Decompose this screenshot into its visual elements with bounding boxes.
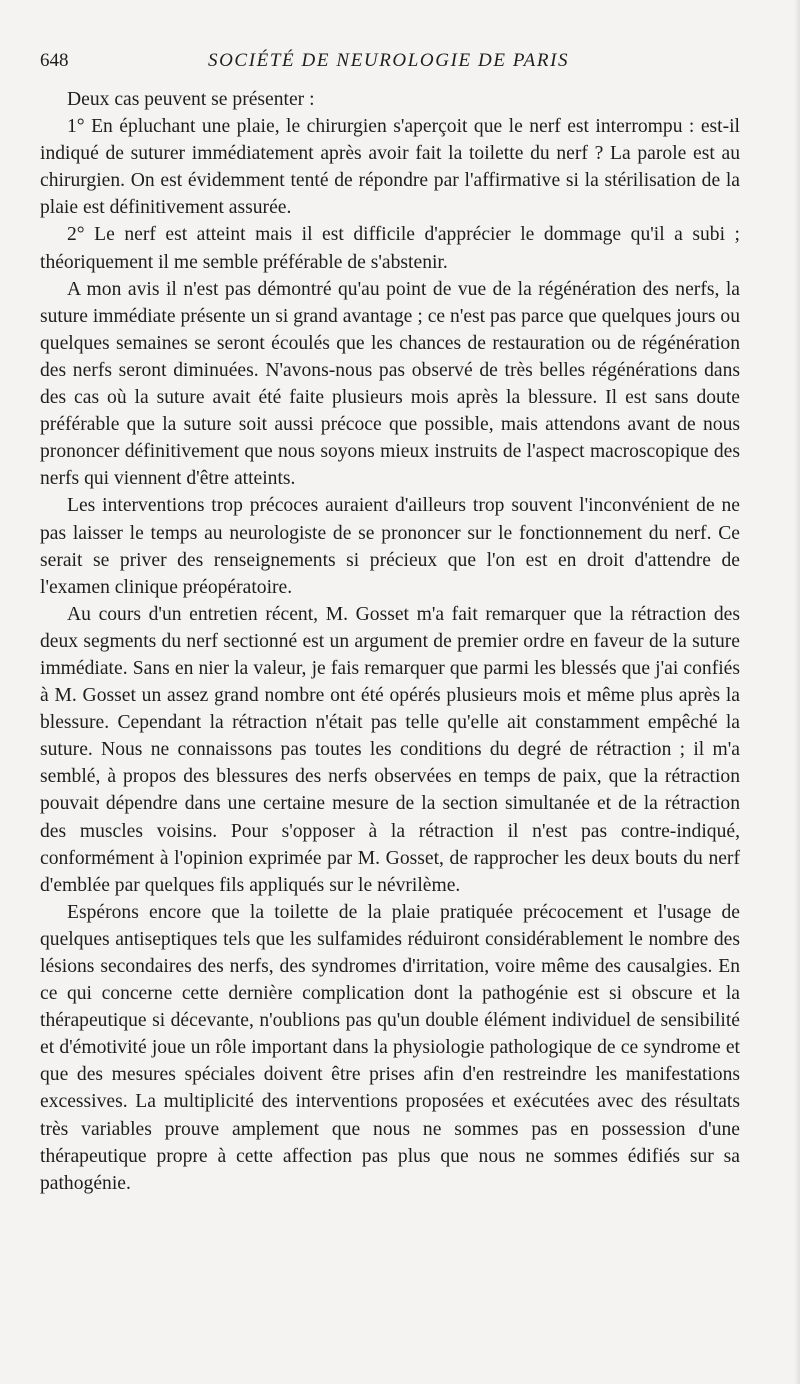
- body-text: [40, 86, 740, 1197]
- page-number: 648: [40, 50, 69, 71]
- page-edge-shadow: [794, 0, 800, 1384]
- paragraph-intro: Deux cas peuvent se présenter :: [67, 89, 315, 110]
- paragraph-case-1: 1° En épluchant une plaie, le chirurgien s'aperçoit que le nerf est interrompu : est-il indiqué de suturer immédiatement après avoir fait la toilette du nerf ? La parole est au chirurgien. On est évidemment tenté de répondre par l'affirmative si la stérilisation de la plaie est définitivement assurée.: [40, 116, 740, 219]
- paragraph-opinion: A mon avis il n'est pas démontré qu'au point de vue de la régénération des nerfs, la suture immédiate présente un si grand avantage ; ce n'est pas parce que quelques jours ou quelques semaines se seront écoulés que les chances de restauration ou de régénération des nerfs seront diminuées. N'avons-nous pas observé de très belles régénérations dans des cas où la suture avait été faite plusieurs mois après la blessure. Il est sans doute préférable que la suture soit aussi précoce que possible, mais attendons avant de nous prononcer définitivement que nous soyons mieux instruits de l'aspect macroscopique des nerfs qui viennent d'être atteints.: [40, 278, 740, 490]
- paragraph-early-interventions: Les interventions trop précoces auraient d'ailleurs trop souvent l'inconvénient de ne pas laisser le temps au neurologiste de se prononcer sur le fonctionnement du nerf. Ce serait se priver des renseignements si précieux que l'on est en droit d'attendre de l'examen clinique préopératoire.: [40, 495, 740, 598]
- paragraph-conclusion: Espérons encore que la toilette de la plaie pratiquée précocement et l'usage de quelques antiseptiques tels que les sulfamides réduiront considérablement le nombre des lésions secondaires des nerfs, des syndromes d'irritation, voire même des causalgies. En ce qui concerne cette dernière complication dont la pathogénie est si obscure et la thérapeutique si décevante, n'oublions pas qu'un double élément individuel de sensibilité et d'émotivité joue un rôle important dans la physiologie pathologique de ce syndrome et que des mesures spéciales doivent être prises afin d'en restreindre les manifestations excessives. La multiplicité des interventions proposées et exécutées avec des résultats très variables prouve amplement que nous ne sommes pas en possession d'une thérapeutique propre à cette affection pas plus que nous ne sommes édifiés sur sa pathogénie.: [40, 901, 740, 1194]
- paragraph-gosset: Au cours d'un entretien récent, M. Gosset m'a fait remarquer que la rétraction des deux segments du nerf sectionné est un argument de premier ordre en faveur de la suture immédiate. Sans en nier la valeur, je fais remarquer que parmi les blessés que j'ai confiés à M. Gosset un assez grand nombre ont été opérés plusieurs mois et même plus après la blessure. Cependant la rétraction n'était pas telle qu'elle ait constamment empêché la suture. Nous ne connaissons pas toutes les conditions du degré de rétraction ; il m'a semblé, à propos des blessures des nerfs observées en temps de paix, que la rétraction pouvait dépendre dans une certaine mesure de la section simultanée et de la rétraction des muscles voisins. Pour s'opposer à la rétraction il n'est pas contre-indiqué, conformément à l'opinion exprimée par M. Gosset, de rapprocher les deux bouts du nerf d'emblée par quelques fils appliqués sur le névrilème.: [40, 603, 740, 896]
- journal-title: SOCIÉTÉ DE NEUROLOGIE DE PARIS: [208, 50, 570, 71]
- paragraph-case-2: 2° Le nerf est atteint mais il est difficile d'apprécier le dommage qu'il a subi ; théoriquement il me semble préférable de s'abstenir.: [40, 224, 740, 273]
- running-head: [40, 50, 740, 74]
